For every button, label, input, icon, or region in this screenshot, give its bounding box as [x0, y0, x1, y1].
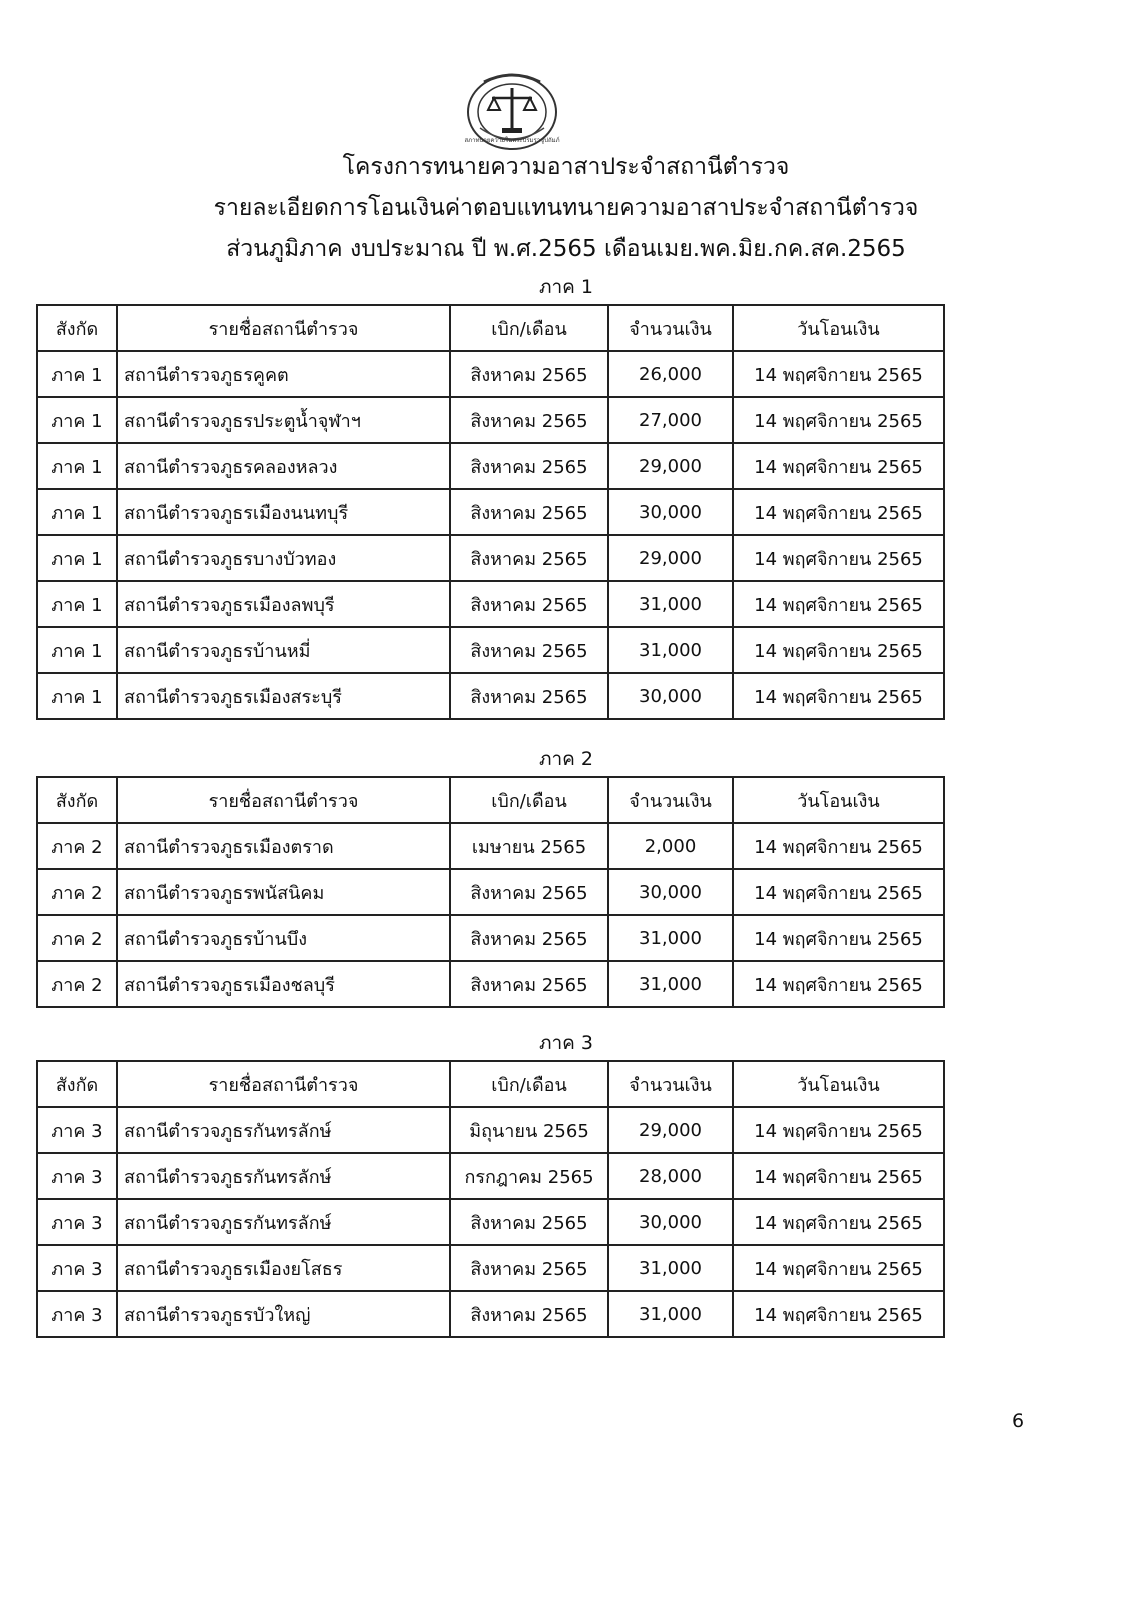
- cell-station: สถานีตำรวจภูธรบ้านหมี่: [117, 627, 450, 673]
- cell-date: 14 พฤศจิกายน 2565: [733, 823, 944, 869]
- cell-month: เมษายน 2565: [450, 823, 608, 869]
- cell-region: ภาค 1: [37, 627, 117, 673]
- col-header-region: สังกัด: [37, 305, 117, 351]
- col-header-date: วันโอนเงิน: [733, 777, 944, 823]
- cell-station: สถานีตำรวจภูธรเมืองยโสธร: [117, 1245, 450, 1291]
- cell-month: สิงหาคม 2565: [450, 673, 608, 719]
- table-row: [37, 489, 944, 535]
- cell-region: ภาค 3: [37, 1245, 117, 1291]
- cell-amount: 31,000: [608, 627, 733, 673]
- cell-station: สถานีตำรวจภูธรเมืองชลบุรี: [117, 961, 450, 1007]
- cell-date: 14 พฤศจิกายน 2565: [733, 1107, 944, 1153]
- cell-amount: 30,000: [608, 1199, 733, 1245]
- col-header-date: วันโอนเงิน: [733, 305, 944, 351]
- cell-region: ภาค 2: [37, 961, 117, 1007]
- region-3-heading: ภาค 3: [538, 1032, 594, 1054]
- cell-amount: 31,000: [608, 581, 733, 627]
- cell-month: สิงหาคม 2565: [450, 1291, 608, 1337]
- col-header-station: รายชื่อสถานีตำรวจ: [117, 305, 450, 351]
- cell-date: 14 พฤศจิกายน 2565: [733, 1291, 944, 1337]
- cell-region: ภาค 1: [37, 581, 117, 627]
- table-row: [37, 443, 944, 489]
- cell-station: สถานีตำรวจภูธรกันทรลักษ์: [117, 1107, 450, 1153]
- region-2-table: [36, 776, 945, 1008]
- cell-region: ภาค 1: [37, 397, 117, 443]
- cell-month: สิงหาคม 2565: [450, 961, 608, 1007]
- col-header-region: สังกัด: [37, 1061, 117, 1107]
- cell-region: ภาค 2: [37, 915, 117, 961]
- cell-month: สิงหาคม 2565: [450, 489, 608, 535]
- table-row: [37, 397, 944, 443]
- svg-text:สภาทนายความในพระบรมราชูปถัมภ์: สภาทนายความในพระบรมราชูปถัมภ์: [464, 137, 560, 144]
- cell-date: 14 พฤศจิกายน 2565: [733, 351, 944, 397]
- cell-station: สถานีตำรวจภูธรเมืองสระบุรี: [117, 673, 450, 719]
- cell-month: กรกฎาคม 2565: [450, 1153, 608, 1199]
- cell-amount: 31,000: [608, 961, 733, 1007]
- cell-station: สถานีตำรวจภูธรบางบัวทอง: [117, 535, 450, 581]
- cell-station: สถานีตำรวจภูธรบัวใหญ่: [117, 1291, 450, 1337]
- cell-month: สิงหาคม 2565: [450, 915, 608, 961]
- table-header-row: [37, 1061, 944, 1107]
- cell-date: 14 พฤศจิกายน 2565: [733, 443, 944, 489]
- cell-station: สถานีตำรวจภูธรเมืองลพบุรี: [117, 581, 450, 627]
- cell-date: 14 พฤศจิกายน 2565: [733, 397, 944, 443]
- cell-date: 14 พฤศจิกายน 2565: [733, 961, 944, 1007]
- cell-region: ภาค 1: [37, 535, 117, 581]
- cell-date: 14 พฤศจิกายน 2565: [733, 1245, 944, 1291]
- col-header-month: เบิก/เดือน: [450, 777, 608, 823]
- cell-region: ภาค 2: [37, 869, 117, 915]
- cell-month: สิงหาคม 2565: [450, 869, 608, 915]
- cell-date: 14 พฤศจิกายน 2565: [733, 1153, 944, 1199]
- cell-month: สิงหาคม 2565: [450, 351, 608, 397]
- table-row: [37, 961, 944, 1007]
- col-header-date: วันโอนเงิน: [733, 1061, 944, 1107]
- col-header-amount: จำนวนเงิน: [608, 305, 733, 351]
- document-title-line-1: โครงการทนายความอาสาประจำสถานีตำรวจ: [342, 154, 790, 180]
- cell-station: สถานีตำรวจภูธรกันทรลักษ์: [117, 1153, 450, 1199]
- document-title-line-2: รายละเอียดการโอนเงินค่าตอบแทนทนายความอาสาประจำสถานีตำรวจ: [213, 195, 919, 221]
- cell-region: ภาค 3: [37, 1107, 117, 1153]
- cell-amount: 2,000: [608, 823, 733, 869]
- col-header-region: สังกัด: [37, 777, 117, 823]
- table-header-row: [37, 777, 944, 823]
- cell-station: สถานีตำรวจภูธรคูคต: [117, 351, 450, 397]
- cell-region: ภาค 2: [37, 823, 117, 869]
- table-row: [37, 627, 944, 673]
- col-header-station: รายชื่อสถานีตำรวจ: [117, 1061, 450, 1107]
- cell-region: ภาค 3: [37, 1199, 117, 1245]
- cell-month: สิงหาคม 2565: [450, 1199, 608, 1245]
- table-row: [37, 915, 944, 961]
- region-3-table: [36, 1060, 945, 1338]
- cell-amount: 31,000: [608, 1245, 733, 1291]
- table-row: [37, 869, 944, 915]
- cell-date: 14 พฤศจิกายน 2565: [733, 869, 944, 915]
- cell-station: สถานีตำรวจภูธรกันทรลักษ์: [117, 1199, 450, 1245]
- table-row: [37, 673, 944, 719]
- col-header-station: รายชื่อสถานีตำรวจ: [117, 777, 450, 823]
- table-row: [37, 1245, 944, 1291]
- cell-amount: 29,000: [608, 535, 733, 581]
- cell-month: สิงหาคม 2565: [450, 581, 608, 627]
- cell-month: สิงหาคม 2565: [450, 443, 608, 489]
- table-row: [37, 1153, 944, 1199]
- col-header-month: เบิก/เดือน: [450, 305, 608, 351]
- cell-station: สถานีตำรวจภูธรพนัสนิคม: [117, 869, 450, 915]
- document-title-line-3: ส่วนภูมิภาค งบประมาณ ปี พ.ศ.2565 เดือนเมย.พค.มิย.กค.สค.2565: [226, 236, 906, 262]
- cell-amount: 31,000: [608, 915, 733, 961]
- col-header-amount: จำนวนเงิน: [608, 777, 733, 823]
- table-row: [37, 1199, 944, 1245]
- table-header-row: [37, 305, 944, 351]
- cell-region: ภาค 1: [37, 489, 117, 535]
- cell-station: สถานีตำรวจภูธรคลองหลวง: [117, 443, 450, 489]
- col-header-month: เบิก/เดือน: [450, 1061, 608, 1107]
- cell-region: ภาค 1: [37, 673, 117, 719]
- cell-month: สิงหาคม 2565: [450, 1245, 608, 1291]
- region-1-heading: ภาค 1: [538, 276, 594, 298]
- cell-region: ภาค 3: [37, 1291, 117, 1337]
- cell-region: ภาค 1: [37, 443, 117, 489]
- cell-date: 14 พฤศจิกายน 2565: [733, 581, 944, 627]
- cell-amount: 31,000: [608, 1291, 733, 1337]
- cell-date: 14 พฤศจิกายน 2565: [733, 489, 944, 535]
- cell-region: ภาค 1: [37, 351, 117, 397]
- cell-amount: 30,000: [608, 869, 733, 915]
- table-row: [37, 581, 944, 627]
- cell-amount: 26,000: [608, 351, 733, 397]
- cell-amount: 30,000: [608, 673, 733, 719]
- cell-amount: 30,000: [608, 489, 733, 535]
- table-row: [37, 1107, 944, 1153]
- cell-month: สิงหาคม 2565: [450, 627, 608, 673]
- region-2-heading: ภาค 2: [538, 748, 594, 770]
- cell-region: ภาค 3: [37, 1153, 117, 1199]
- table-row: [37, 351, 944, 397]
- cell-date: 14 พฤศจิกายน 2565: [733, 673, 944, 719]
- cell-date: 14 พฤศจิกายน 2565: [733, 915, 944, 961]
- cell-month: สิงหาคม 2565: [450, 397, 608, 443]
- region-1-table: [36, 304, 945, 720]
- lawyers-council-seal-icon: [464, 68, 560, 152]
- cell-amount: 29,000: [608, 1107, 733, 1153]
- cell-month: มิถุนายน 2565: [450, 1107, 608, 1153]
- table-row: [37, 535, 944, 581]
- table-row: [37, 1291, 944, 1337]
- cell-station: สถานีตำรวจภูธรประตูน้ำจุฬาฯ: [117, 397, 450, 443]
- cell-amount: 28,000: [608, 1153, 733, 1199]
- cell-amount: 29,000: [608, 443, 733, 489]
- cell-month: สิงหาคม 2565: [450, 535, 608, 581]
- cell-station: สถานีตำรวจภูธรบ้านบึง: [117, 915, 450, 961]
- cell-date: 14 พฤศจิกายน 2565: [733, 535, 944, 581]
- col-header-amount: จำนวนเงิน: [608, 1061, 733, 1107]
- cell-amount: 27,000: [608, 397, 733, 443]
- cell-station: สถานีตำรวจภูธรเมืองนนทบุรี: [117, 489, 450, 535]
- cell-date: 14 พฤศจิกายน 2565: [733, 1199, 944, 1245]
- table-row: [37, 823, 944, 869]
- cell-date: 14 พฤศจิกายน 2565: [733, 627, 944, 673]
- cell-station: สถานีตำรวจภูธรเมืองตราด: [117, 823, 450, 869]
- page-number: 6: [1012, 1410, 1025, 1432]
